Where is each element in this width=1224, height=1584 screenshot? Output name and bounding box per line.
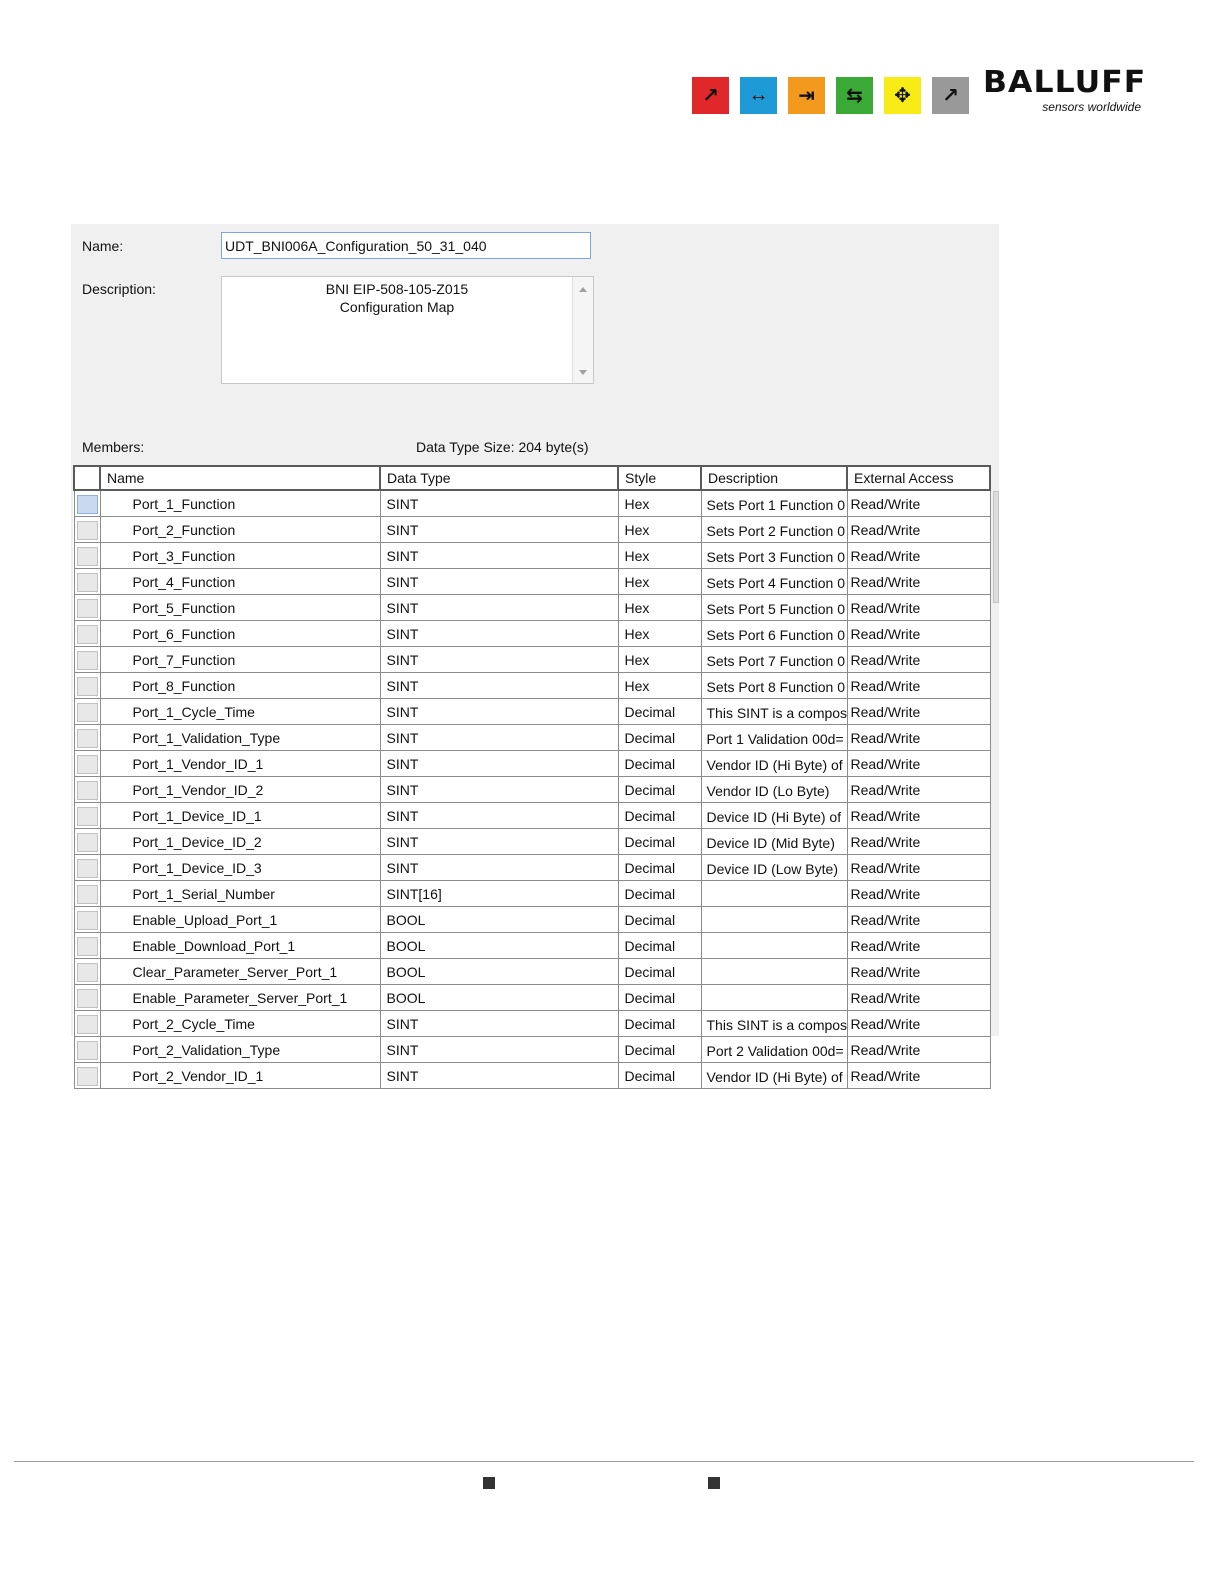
member-row[interactable] <box>74 543 990 569</box>
member-row[interactable] <box>74 1063 990 1089</box>
member-description-cell[interactable]: Vendor ID (Hi Byte) of <box>701 1063 847 1089</box>
member-name-cell[interactable]: Port_1_Device_ID_3 <box>100 855 380 881</box>
member-type-cell[interactable]: SINT <box>380 517 618 543</box>
data-type-dialog <box>71 224 999 1085</box>
description-scrollbar[interactable] <box>572 277 593 383</box>
member-row[interactable] <box>74 959 990 985</box>
member-type-cell[interactable]: SINT <box>380 725 618 751</box>
member-description-cell[interactable]: Sets Port 1 Function 0 <box>701 490 847 517</box>
member-access-cell[interactable]: Read/Write <box>847 751 990 777</box>
member-style-cell[interactable]: Hex <box>618 490 701 517</box>
member-type-cell[interactable]: SINT <box>380 829 618 855</box>
scroll-up-icon[interactable] <box>579 287 587 292</box>
member-style-cell[interactable]: Decimal <box>618 751 701 777</box>
column-header-name[interactable]: Name <box>100 466 380 490</box>
row-selector[interactable] <box>74 959 100 985</box>
footer-square-icon <box>708 1477 720 1489</box>
member-row[interactable] <box>74 777 990 803</box>
column-header-external-access[interactable]: External Access <box>847 466 990 490</box>
member-style-cell[interactable]: Hex <box>618 595 701 621</box>
member-type-cell[interactable]: SINT <box>380 1063 618 1089</box>
row-selector-box[interactable] <box>77 1015 98 1034</box>
member-access-cell[interactable]: Read/Write <box>847 699 990 725</box>
member-name-cell[interactable]: Port_1_Device_ID_2 <box>100 829 380 855</box>
column-header-data-type[interactable]: Data Type <box>380 466 618 490</box>
member-type-cell[interactable]: SINT <box>380 647 618 673</box>
row-selector[interactable] <box>74 829 100 855</box>
member-description-cell[interactable]: This SINT is a compos <box>701 699 847 725</box>
row-selector-box[interactable] <box>77 781 98 800</box>
member-row[interactable] <box>74 595 990 621</box>
member-access-cell[interactable]: Read/Write <box>847 933 990 959</box>
member-type-cell[interactable]: SINT <box>380 621 618 647</box>
description-line: BNI EIP-508-105-Z015 <box>325 281 469 297</box>
brand-icon-strip <box>692 77 969 114</box>
row-selector[interactable] <box>74 647 100 673</box>
row-selector-box[interactable] <box>77 963 98 982</box>
member-type-cell[interactable]: SINT <box>380 1011 618 1037</box>
member-style-cell[interactable]: Decimal <box>618 933 701 959</box>
member-style-cell[interactable]: Decimal <box>618 881 701 907</box>
member-name-cell[interactable]: Enable_Download_Port_1 <box>100 933 380 959</box>
member-description-cell[interactable]: Sets Port 2 Function 0 <box>701 517 847 543</box>
member-description-cell[interactable] <box>701 959 847 985</box>
row-selector-box[interactable] <box>77 1041 98 1060</box>
member-style-cell[interactable]: Hex <box>618 673 701 699</box>
member-row[interactable] <box>74 673 990 699</box>
member-access-cell[interactable]: Read/Write <box>847 543 990 569</box>
member-description-cell[interactable] <box>701 985 847 1011</box>
member-access-cell[interactable]: Read/Write <box>847 569 990 595</box>
grid-header-row <box>74 466 990 490</box>
member-style-cell[interactable]: Hex <box>618 647 701 673</box>
member-style-cell[interactable]: Decimal <box>618 907 701 933</box>
row-selector[interactable] <box>74 985 100 1011</box>
member-style-cell[interactable]: Decimal <box>618 777 701 803</box>
members-label: Members: <box>82 439 145 455</box>
row-selector[interactable] <box>74 673 100 699</box>
double-arrow-icon: ↔ <box>740 77 777 114</box>
member-name-cell[interactable]: Port_1_Validation_Type <box>100 725 380 751</box>
grid-scrollbar[interactable] <box>991 488 999 1036</box>
row-selector-box[interactable] <box>77 1067 98 1086</box>
row-selector-box[interactable] <box>77 859 98 878</box>
cross-arrow-icon: ✥ <box>884 77 921 114</box>
member-access-cell[interactable]: Read/Write <box>847 595 990 621</box>
member-access-cell[interactable]: Read/Write <box>847 985 990 1011</box>
diagonal-arrow-icon: ↗ <box>692 77 729 114</box>
row-selector-box[interactable] <box>77 625 98 644</box>
member-type-cell[interactable]: SINT <box>380 1037 618 1063</box>
member-access-cell[interactable]: Read/Write <box>847 829 990 855</box>
member-description-cell[interactable]: Sets Port 3 Function 0 <box>701 543 847 569</box>
member-row[interactable] <box>74 881 990 907</box>
row-selector[interactable] <box>74 543 100 569</box>
member-description-cell[interactable]: This SINT is a compos <box>701 1011 847 1037</box>
member-access-cell[interactable]: Read/Write <box>847 725 990 751</box>
member-row[interactable] <box>74 803 990 829</box>
row-selector-box[interactable] <box>77 833 98 852</box>
member-row[interactable] <box>74 490 990 517</box>
scroll-down-icon[interactable] <box>579 370 587 375</box>
member-style-cell[interactable]: Decimal <box>618 725 701 751</box>
member-style-cell[interactable]: Decimal <box>618 803 701 829</box>
member-row[interactable] <box>74 647 990 673</box>
row-selector[interactable] <box>74 855 100 881</box>
member-row[interactable] <box>74 621 990 647</box>
member-type-cell[interactable]: BOOL <box>380 933 618 959</box>
row-selector[interactable] <box>74 803 100 829</box>
row-selector[interactable] <box>74 621 100 647</box>
member-description-cell[interactable] <box>701 907 847 933</box>
member-name-cell[interactable]: Port_7_Function <box>100 647 380 673</box>
member-name-cell[interactable]: Enable_Parameter_Server_Port_1 <box>100 985 380 1011</box>
member-row[interactable] <box>74 751 990 777</box>
member-access-cell[interactable]: Read/Write <box>847 855 990 881</box>
member-type-cell[interactable]: SINT <box>380 699 618 725</box>
member-access-cell[interactable]: Read/Write <box>847 1037 990 1063</box>
member-row[interactable] <box>74 907 990 933</box>
description-label: Description: <box>82 281 156 297</box>
footer-square-icon <box>483 1477 495 1489</box>
row-selector-box[interactable] <box>77 911 98 930</box>
member-type-cell[interactable]: SINT <box>380 595 618 621</box>
member-style-cell[interactable]: Decimal <box>618 829 701 855</box>
row-selector-box[interactable] <box>77 755 98 774</box>
members-grid <box>73 465 991 1089</box>
member-row[interactable] <box>74 569 990 595</box>
row-selector[interactable] <box>74 881 100 907</box>
description-textarea[interactable] <box>221 276 594 384</box>
row-selector[interactable] <box>74 751 100 777</box>
member-row[interactable] <box>74 699 990 725</box>
member-type-cell[interactable]: SINT <box>380 855 618 881</box>
member-style-cell[interactable]: Decimal <box>618 959 701 985</box>
member-name-cell[interactable]: Port_1_Vendor_ID_1 <box>100 751 380 777</box>
column-header-style[interactable]: Style <box>618 466 701 490</box>
member-name-cell[interactable]: Port_4_Function <box>100 569 380 595</box>
member-description-cell[interactable]: Device ID (Mid Byte) <box>701 829 847 855</box>
member-style-cell[interactable]: Decimal <box>618 699 701 725</box>
row-selector-box[interactable] <box>77 547 98 566</box>
member-row[interactable] <box>74 829 990 855</box>
member-access-cell[interactable]: Read/Write <box>847 803 990 829</box>
member-name-cell[interactable]: Port_1_Serial_Number <box>100 881 380 907</box>
member-description-cell[interactable]: Vendor ID (Hi Byte) of <box>701 751 847 777</box>
member-access-cell[interactable]: Read/Write <box>847 673 990 699</box>
member-type-cell[interactable]: SINT <box>380 751 618 777</box>
member-type-cell[interactable]: BOOL <box>380 907 618 933</box>
row-header-corner <box>74 466 100 490</box>
member-row[interactable] <box>74 1037 990 1063</box>
member-type-cell[interactable]: BOOL <box>380 985 618 1011</box>
member-name-cell[interactable]: Port_2_Function <box>100 517 380 543</box>
member-style-cell[interactable]: Decimal <box>618 1063 701 1089</box>
member-name-cell[interactable]: Port_1_Cycle_Time <box>100 699 380 725</box>
member-style-cell[interactable]: Hex <box>618 517 701 543</box>
member-access-cell[interactable]: Read/Write <box>847 777 990 803</box>
member-name-cell[interactable]: Port_2_Vendor_ID_1 <box>100 1063 380 1089</box>
member-description-cell[interactable] <box>701 933 847 959</box>
row-selector-box[interactable] <box>77 651 98 670</box>
member-description-cell[interactable]: Port 1 Validation 00d= <box>701 725 847 751</box>
member-name-cell[interactable]: Enable_Upload_Port_1 <box>100 907 380 933</box>
row-selector-box[interactable] <box>77 521 98 540</box>
arrow-plus-icon: ↗ <box>932 77 969 114</box>
row-selector[interactable] <box>74 1011 100 1037</box>
row-selector-box[interactable] <box>77 729 98 748</box>
row-selector[interactable] <box>74 699 100 725</box>
member-row[interactable] <box>74 725 990 751</box>
row-selector[interactable] <box>74 933 100 959</box>
row-selector-box[interactable] <box>77 573 98 592</box>
member-type-cell[interactable]: BOOL <box>380 959 618 985</box>
footer-divider <box>14 1461 1194 1462</box>
data-type-size: Data Type Size: 204 byte(s) <box>416 439 589 455</box>
member-name-cell[interactable]: Port_6_Function <box>100 621 380 647</box>
member-type-cell[interactable]: SINT[16] <box>380 881 618 907</box>
member-description-cell[interactable]: Sets Port 8 Function 0 <box>701 673 847 699</box>
row-selector-box[interactable] <box>77 937 98 956</box>
member-description-cell[interactable]: Vendor ID (Lo Byte) <box>701 777 847 803</box>
member-name-cell[interactable]: Port_5_Function <box>100 595 380 621</box>
member-access-cell[interactable]: Read/Write <box>847 959 990 985</box>
row-selector[interactable] <box>74 490 100 517</box>
brand-name: BALLUFF <box>983 65 1147 100</box>
row-selector-box[interactable] <box>77 703 98 722</box>
member-style-cell[interactable]: Decimal <box>618 855 701 881</box>
member-style-cell[interactable]: Decimal <box>618 1011 701 1037</box>
member-type-cell[interactable]: SINT <box>380 777 618 803</box>
row-selector-box[interactable] <box>77 677 98 696</box>
member-row[interactable] <box>74 985 990 1011</box>
balluff-logo <box>983 65 1147 114</box>
row-selector[interactable] <box>74 569 100 595</box>
name-label: Name: <box>82 238 124 254</box>
member-access-cell[interactable]: Read/Write <box>847 1063 990 1089</box>
name-input[interactable]: UDT_BNI006A_Configuration_50_31_040 <box>221 232 591 259</box>
member-type-cell[interactable]: SINT <box>380 803 618 829</box>
member-access-cell[interactable]: Read/Write <box>847 647 990 673</box>
member-access-cell[interactable]: Read/Write <box>847 1011 990 1037</box>
member-row[interactable] <box>74 933 990 959</box>
member-access-cell[interactable]: Read/Write <box>847 517 990 543</box>
member-description-cell[interactable]: Sets Port 6 Function 0 <box>701 621 847 647</box>
member-description-cell[interactable]: Sets Port 7 Function 0 <box>701 647 847 673</box>
member-name-cell[interactable]: Clear_Parameter_Server_Port_1 <box>100 959 380 985</box>
member-description-cell[interactable]: Sets Port 5 Function 0 <box>701 595 847 621</box>
member-name-cell[interactable]: Port_2_Validation_Type <box>100 1037 380 1063</box>
member-description-cell[interactable]: Sets Port 4 Function 0 <box>701 569 847 595</box>
member-style-cell[interactable]: Hex <box>618 621 701 647</box>
member-name-cell[interactable]: Port_3_Function <box>100 543 380 569</box>
row-selector[interactable] <box>74 725 100 751</box>
grid-scroll-thumb[interactable] <box>993 491 999 603</box>
member-style-cell[interactable]: Hex <box>618 569 701 595</box>
row-selector[interactable] <box>74 595 100 621</box>
member-description-cell[interactable]: Device ID (Hi Byte) of <box>701 803 847 829</box>
member-type-cell[interactable]: SINT <box>380 673 618 699</box>
member-style-cell[interactable]: Hex <box>618 543 701 569</box>
member-name-cell[interactable]: Port_8_Function <box>100 673 380 699</box>
row-selector[interactable] <box>74 777 100 803</box>
row-selector-box[interactable] <box>77 885 98 904</box>
member-name-cell[interactable]: Port_1_Vendor_ID_2 <box>100 777 380 803</box>
row-selector-box[interactable] <box>77 989 98 1008</box>
row-selector[interactable] <box>74 517 100 543</box>
member-row[interactable] <box>74 1011 990 1037</box>
member-name-cell[interactable]: Port_1_Device_ID_1 <box>100 803 380 829</box>
member-row[interactable] <box>74 517 990 543</box>
member-type-cell[interactable]: SINT <box>380 490 618 517</box>
member-type-cell[interactable]: SINT <box>380 569 618 595</box>
member-style-cell[interactable]: Decimal <box>618 985 701 1011</box>
member-access-cell[interactable]: Read/Write <box>847 907 990 933</box>
member-name-cell[interactable]: Port_2_Cycle_Time <box>100 1011 380 1037</box>
description-text <box>222 280 572 316</box>
member-access-cell[interactable]: Read/Write <box>847 490 990 517</box>
row-selector[interactable] <box>74 907 100 933</box>
row-selector-box[interactable] <box>77 495 98 514</box>
member-description-cell[interactable]: Port 2 Validation 00d= <box>701 1037 847 1063</box>
row-selector-box[interactable] <box>77 599 98 618</box>
arrow-box-icon: ⇆ <box>836 77 873 114</box>
description-line: Configuration Map <box>339 299 455 315</box>
row-selector-box[interactable] <box>77 807 98 826</box>
member-name-cell[interactable]: Port_1_Function <box>100 490 380 517</box>
member-access-cell[interactable]: Read/Write <box>847 881 990 907</box>
row-selector[interactable] <box>74 1063 100 1089</box>
row-selector[interactable] <box>74 1037 100 1063</box>
column-header-description[interactable]: Description <box>701 466 847 490</box>
member-row[interactable] <box>74 855 990 881</box>
member-access-cell[interactable]: Read/Write <box>847 621 990 647</box>
member-style-cell[interactable]: Decimal <box>618 1037 701 1063</box>
arrow-wave-icon: ⇥ <box>788 77 825 114</box>
member-description-cell[interactable]: Device ID (Low Byte) <box>701 855 847 881</box>
member-description-cell[interactable] <box>701 881 847 907</box>
brand-tagline: sensors worldwide <box>1042 100 1141 114</box>
member-type-cell[interactable]: SINT <box>380 543 618 569</box>
